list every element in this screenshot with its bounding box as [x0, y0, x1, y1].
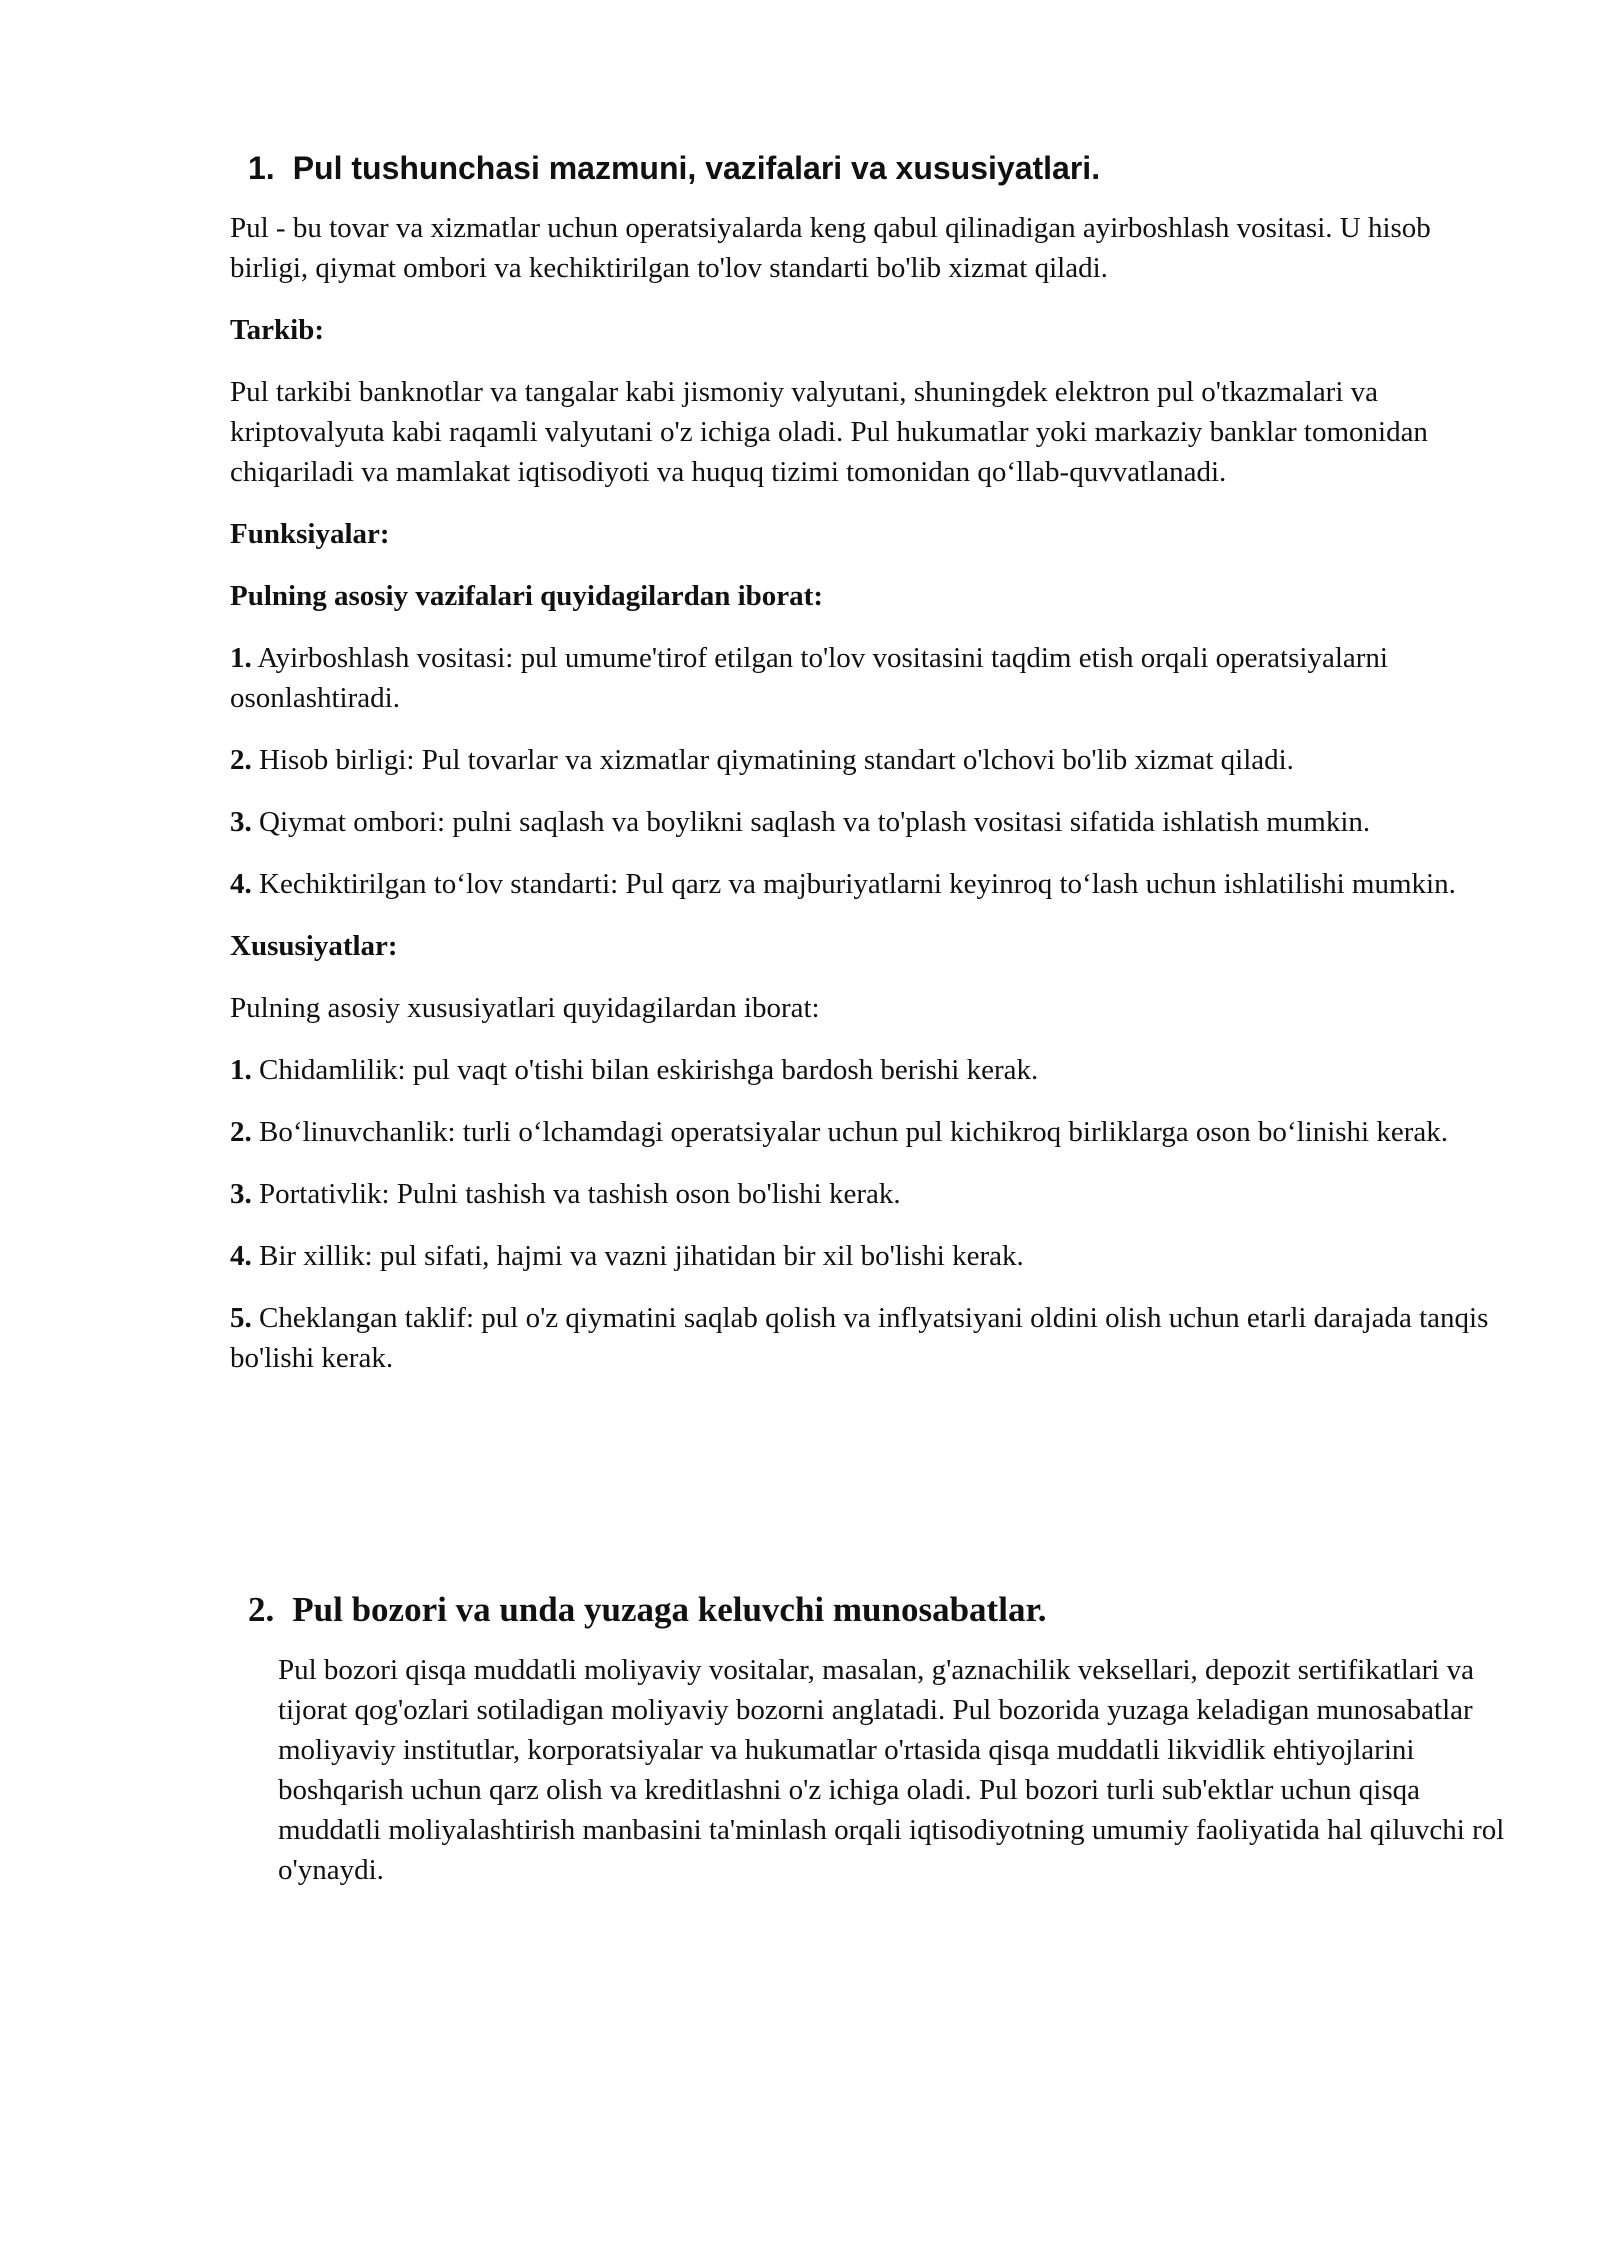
list-item-number: 4. — [230, 868, 252, 900]
section-2-number: 2. — [248, 1590, 275, 1629]
list-item — [230, 1298, 1510, 1378]
list-item-number: 1. — [230, 642, 252, 674]
funksiyalar-subtitle: Pulning asosiy vazifalari quyidagilardan iborat: — [230, 580, 823, 612]
intro-paragraph: Pul - bu tovar va xizmatlar uchun operatsiyalarda keng qabul qilinadigan ayirboshlash vositasi. U hisob birligi, qiymat ombori va kechiktirilgan to'lov standarti bo'lib xizmat qiladi. — [230, 212, 1431, 284]
list-item-number: 2. — [230, 744, 252, 776]
list-item-text: Qiymat ombori: pulni saqlash va boylikni saqlash va to'plash vositasi sifatida ishlatish mumkin. — [259, 806, 1371, 838]
section-2-paragraph: Pul bozori qisqa muddatli moliyaviy vositalar, masalan, g'aznachilik veksellari, depozit sertifikatlari va tijorat qog'ozlari sotiladigan moliyaviy bozorni anglatadi. Pul bozorida yuzaga keladigan munosabatlar moliyaviy institutlar, korporatsiyalar va hukumatlar o'rtasida qisqa muddatli likvidlik ehtiyojlarini boshqarish uchun qarz olish va kreditlashni o'z ichiga oladi. Pul bozori turli sub'ektlar uchun qisqa muddatli moliyalashtirish manbasini ta'minlash orqali iqtisodiyotning umumiy faoliyatida hal qiluvchi rol o'ynaydi. — [278, 1654, 1505, 1886]
list-item-text: Bir xillik: pul sifati, hajmi va vazni jihatidan bir xil bo'lishi kerak. — [259, 1240, 1024, 1272]
list-item — [230, 1236, 1510, 1276]
list-item — [230, 1112, 1510, 1152]
list-item-number: 5. — [230, 1302, 252, 1334]
list-item — [230, 1050, 1510, 1090]
list-item-text: Portativlik: Pulni tashish va tashish oson bo'lishi kerak. — [259, 1178, 901, 1210]
section-1-heading — [230, 148, 1510, 188]
section-1-title: Pul tushunchasi mazmuni, vazifalari va xususiyatlari. — [292, 150, 1101, 186]
section-1 — [230, 148, 1510, 1400]
section-2 — [230, 1590, 1530, 1912]
tarkib-title: Tarkib: — [230, 314, 325, 346]
list-item — [230, 1174, 1510, 1214]
xususiyatlar-title: Xususiyatlar: — [230, 930, 398, 962]
section-2-title: Pul bozori va unda yuzaga keluvchi munosabatlar. — [292, 1590, 1047, 1629]
list-item-text: Cheklangan taklif: pul o'z qiymatini saqlab qolish va inflyatsiyani oldini olish uchun etarli darajada tanqis bo'lishi kerak. — [230, 1302, 1489, 1374]
list-item-text: Kechiktirilgan to‘lov standarti: Pul qarz va majburiyatlarni keyinroq to‘lash uchun ishlatilishi mumkin. — [259, 868, 1456, 900]
list-item — [230, 802, 1510, 842]
list-item-text: Hisob birligi: Pul tovarlar va xizmatlar qiymatining standart o'lchovi bo'lib xizmat qiladi. — [259, 744, 1294, 776]
funksiyalar-title: Funksiyalar: — [230, 518, 390, 550]
list-item — [230, 864, 1510, 904]
list-item-number: 3. — [230, 806, 252, 838]
list-item — [230, 740, 1510, 780]
xususiyatlar-subtitle: Pulning asosiy xususiyatlari quyidagilardan iborat: — [230, 992, 820, 1024]
list-item — [230, 638, 1510, 718]
list-item-text: Chidamlilik: pul vaqt o'tishi bilan eskirishga bardosh berishi kerak. — [259, 1054, 1039, 1086]
list-item-text: Ayirboshlash vositasi: pul umume'tirof etilgan to'lov vositasini taqdim etish orqali operatsiyalarni osonlashtiradi. — [230, 642, 1388, 714]
list-item-number: 4. — [230, 1240, 252, 1272]
list-item-number: 3. — [230, 1178, 252, 1210]
section-2-heading — [230, 1590, 1530, 1630]
list-item-number: 1. — [230, 1054, 252, 1086]
list-item-number: 2. — [230, 1116, 252, 1148]
section-1-number: 1. — [248, 150, 275, 186]
tarkib-paragraph: Pul tarkibi banknotlar va tangalar kabi jismoniy valyutani, shuningdek elektron pul o'tkazmalari va kriptovalyuta kabi raqamli valyutani o'z ichiga oladi. Pul hukumatlar yoki markaziy banklar tomonidan chiqariladi va mamlakat iqtisodiyoti va huquq tizimi tomonidan qo‘llab-quvvatlanadi. — [230, 376, 1428, 488]
list-item-text: Bo‘linuvchanlik: turli o‘lchamdagi operatsiyalar uchun pul kichikroq birliklarga oson bo‘linishi kerak. — [259, 1116, 1448, 1148]
